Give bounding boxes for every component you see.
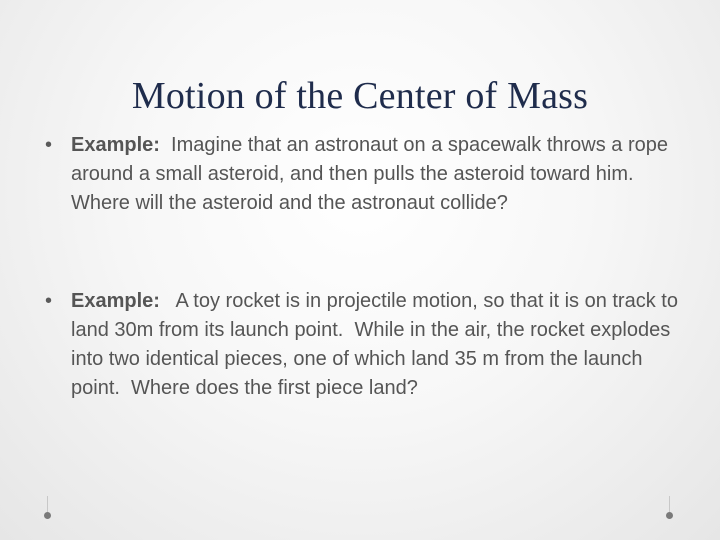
corner-decoration-dot-left: [44, 512, 51, 519]
slide-title: Motion of the Center of Mass: [131, 75, 589, 117]
bullet-text: Imagine that an astronaut on a spacewalk throws a rope around a small asteroid, and then pulls the asteroid toward him. Where will the asteroid and the astronaut collide?: [71, 134, 674, 214]
corner-decoration-line-left: [47, 496, 48, 512]
bullet-marker: •: [45, 134, 53, 156]
bullet-marker: •: [45, 290, 53, 312]
bullet-text: A toy rocket is in projectile motion, so that it is on track to land 30m from its launch point. While in the air, the rocket explodes into two identical pieces, one of which land 35 m from the launch point. Where does the first piece land?: [71, 290, 684, 399]
bullet-text-container: [71, 287, 685, 403]
bullet-label: Example:: [71, 134, 160, 156]
bullet-text-container: [71, 131, 685, 218]
bullet-label: Example:: [71, 290, 160, 312]
bullet-item: [45, 131, 685, 218]
corner-decoration-dot-right: [666, 512, 673, 519]
corner-decoration-line-right: [669, 496, 670, 512]
bullet-item: [45, 287, 685, 403]
